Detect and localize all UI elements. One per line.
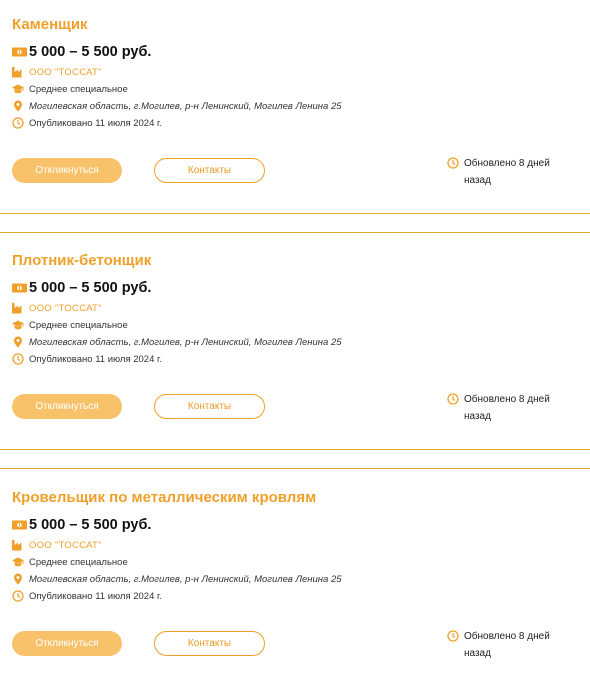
updated-text: Обновлено 8 дней назад: [464, 158, 550, 186]
clock-icon: [447, 630, 459, 642]
clock-icon: [447, 393, 459, 405]
money-icon: [12, 282, 27, 294]
contacts-button[interactable]: Контакты: [154, 158, 265, 183]
location-pin-icon: [12, 573, 24, 585]
company-name-link[interactable]: ООО "ТОССАТ": [29, 539, 102, 551]
card-divider: [0, 213, 590, 233]
graduation-cap-icon: [12, 83, 24, 95]
published-row: [12, 353, 162, 365]
company-row: [12, 539, 102, 551]
apply-button[interactable]: Откликнуться: [12, 158, 122, 183]
education-row: [12, 556, 128, 568]
address-text: Могилевская область, г.Могилев, р-н Ленинский, Могилев Ленина 25: [29, 336, 342, 348]
salary-row: [12, 280, 151, 296]
address-text: Могилевская область, г.Могилев, р-н Ленинский, Могилев Ленина 25: [29, 100, 342, 112]
company-name-link[interactable]: ООО "ТОССАТ": [29, 66, 102, 78]
graduation-cap-icon: [12, 556, 24, 568]
salary-row: [12, 517, 151, 533]
updated-info: [447, 393, 574, 425]
clock-icon: [447, 157, 459, 169]
published-row: [12, 590, 162, 602]
clock-icon: [12, 117, 24, 129]
updated-info: [447, 630, 574, 662]
salary-value: 5 000 – 5 500 руб.: [29, 44, 152, 60]
location-pin-icon: [12, 100, 24, 112]
vacancy-card: [0, 236, 590, 450]
salary-row: [12, 44, 151, 60]
company-row: [12, 66, 102, 78]
salary-value: 5 000 – 5 500 руб.: [29, 280, 152, 296]
vacancy-title-link[interactable]: Кровельщик по металлическим кровлям: [12, 489, 317, 506]
published-date: Опубликовано 11 июля 2024 г.: [29, 353, 162, 365]
education-row: [12, 83, 128, 95]
vacancy-title-link[interactable]: Плотник-бетонщик: [12, 252, 152, 269]
card-divider: [0, 449, 590, 469]
clock-icon: [12, 590, 24, 602]
updated-info: [447, 157, 574, 189]
education-row: [12, 319, 128, 331]
factory-icon: [12, 66, 24, 78]
apply-button[interactable]: Откликнуться: [12, 631, 122, 656]
vacancy-card: [0, 0, 590, 214]
education-text: Среднее специальное: [29, 319, 128, 331]
contacts-button[interactable]: Контакты: [154, 394, 265, 419]
address-row: [12, 573, 342, 585]
education-text: Среднее специальное: [29, 556, 128, 568]
location-pin-icon: [12, 336, 24, 348]
money-icon: [12, 519, 27, 531]
address-text: Могилевская область, г.Могилев, р-н Ленинский, Могилев Ленина 25: [29, 573, 342, 585]
money-icon: [12, 46, 27, 58]
company-row: [12, 302, 102, 314]
clock-icon: [12, 353, 24, 365]
address-row: [12, 336, 342, 348]
education-text: Среднее специальное: [29, 83, 128, 95]
published-date: Опубликовано 11 июля 2024 г.: [29, 117, 162, 129]
address-row: [12, 100, 342, 112]
updated-text: Обновлено 8 дней назад: [464, 631, 550, 659]
factory-icon: [12, 302, 24, 314]
apply-button[interactable]: Откликнуться: [12, 394, 122, 419]
vacancy-title-link[interactable]: Каменщик: [12, 16, 88, 33]
company-name-link[interactable]: ООО "ТОССАТ": [29, 302, 102, 314]
updated-text: Обновлено 8 дней назад: [464, 394, 550, 422]
published-date: Опубликовано 11 июля 2024 г.: [29, 590, 162, 602]
salary-value: 5 000 – 5 500 руб.: [29, 517, 152, 533]
graduation-cap-icon: [12, 319, 24, 331]
contacts-button[interactable]: Контакты: [154, 631, 265, 656]
vacancy-card: [0, 473, 590, 687]
published-row: [12, 117, 162, 129]
factory-icon: [12, 539, 24, 551]
